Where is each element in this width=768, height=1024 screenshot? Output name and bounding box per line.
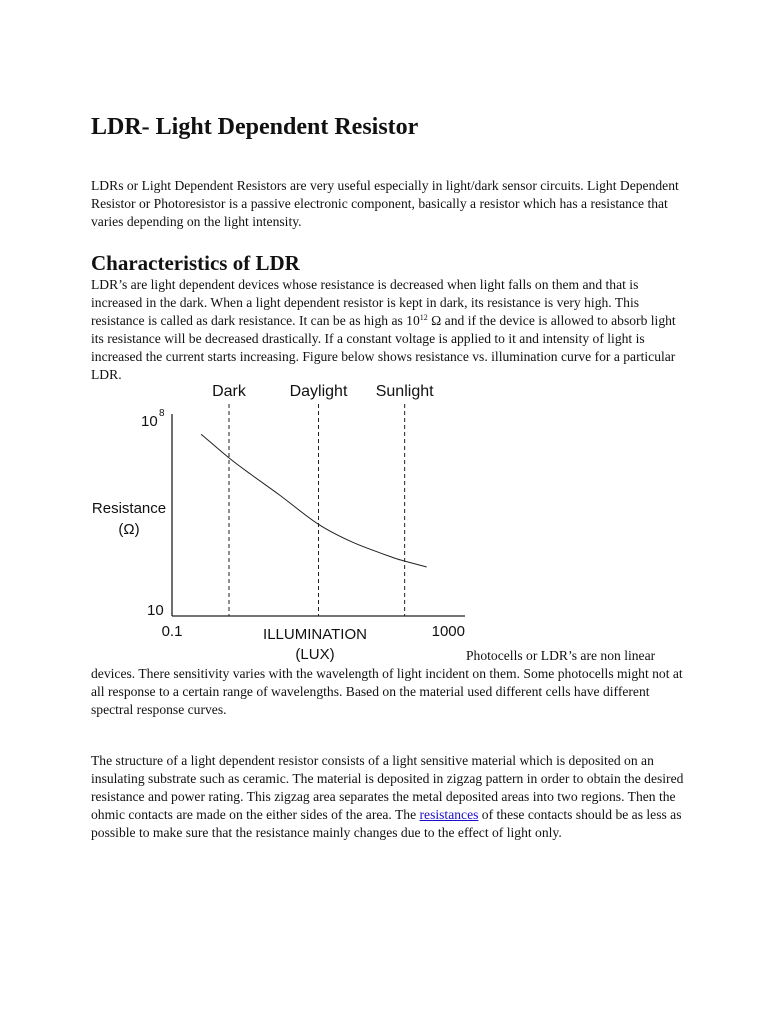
x-tick-label: 1000 — [431, 623, 465, 640]
chart-axes — [172, 414, 465, 616]
y-axis-label-line2: (Ω) — [118, 521, 140, 538]
resistances-link[interactable]: resistances — [419, 807, 479, 822]
characteristics-paragraph — [91, 276, 691, 384]
page-title: LDR- Light Dependent Resistor — [91, 114, 419, 140]
y-tick-label: 10 — [147, 602, 164, 619]
x-tick-label: 0.1 — [161, 623, 183, 640]
resistance-curve — [201, 434, 427, 567]
region-label-sunlight: Sunlight — [375, 383, 434, 400]
structure-text-1: The structure of a light dependent resistor consists of a light sensitive material which is deposited on an insulating substrate such as ceramic. The material is deposited in zigzag pattern in order to obtain the desired resistance and power rating. This zigzag area separates the metal deposited areas into two regions. Then the ohmic contacts are made on the either sides of the area. The — [91, 753, 684, 822]
x-axis-label-line1: ILLUMINATION — [263, 626, 367, 643]
resistance-illumination-chart — [85, 374, 470, 666]
structure-text-2: of these contacts should be as less as possible to make sure that the resistance mainly changes due to the effect of light only. — [91, 807, 682, 840]
intro-paragraph: LDRs or Light Dependent Resistors are very useful especially in light/dark sensor circuits. Light Dependent Resistor or Photoresistor is a passive electronic component, basically a resistor which has a resistance that varies depending on the light intensity. — [91, 178, 679, 229]
section-heading: Characteristics of LDR — [91, 251, 300, 275]
y-axis-label-line1: Resistance — [91, 500, 167, 517]
region-markers — [212, 383, 434, 616]
y-tick-label: 10 — [141, 413, 158, 430]
characteristics-text-2: Ω and if the device is allowed to absorb light its resistance will be decreased drastically. If a constant voltage is applied to it and intensity of light is increased the current starts increasing. Figure below shows resistance vs. illumination curve for a particular LDR. — [91, 313, 676, 382]
characteristics-text-1: LDR’s are light dependent devices whose resistance is decreased when light falls on them and that is increased in the dark. When a light dependent resistor is kept in dark, its resistance is very high. This resistance is called as dark resistance. It can be as high as 10 — [91, 277, 640, 328]
structure-paragraph — [91, 752, 691, 842]
region-label-daylight: Daylight — [289, 383, 348, 400]
after-figure-first-line: Photocells or LDR’s are non linear — [466, 648, 656, 663]
exponent: 12 — [419, 313, 428, 322]
after-figure-text: devices. There sensitivity varies with the wavelength of light incident on them. Some photocells might not at all response to a certain range of wavelengths. Based on the material used different cells have different spectral response curves. — [91, 666, 683, 717]
after-figure-paragraph — [91, 647, 691, 719]
region-label-dark: Dark — [212, 383, 246, 400]
y-tick-exponent: 8 — [159, 408, 165, 419]
tick-labels — [141, 408, 465, 640]
x-axis-label-line2: (LUX) — [295, 646, 335, 663]
